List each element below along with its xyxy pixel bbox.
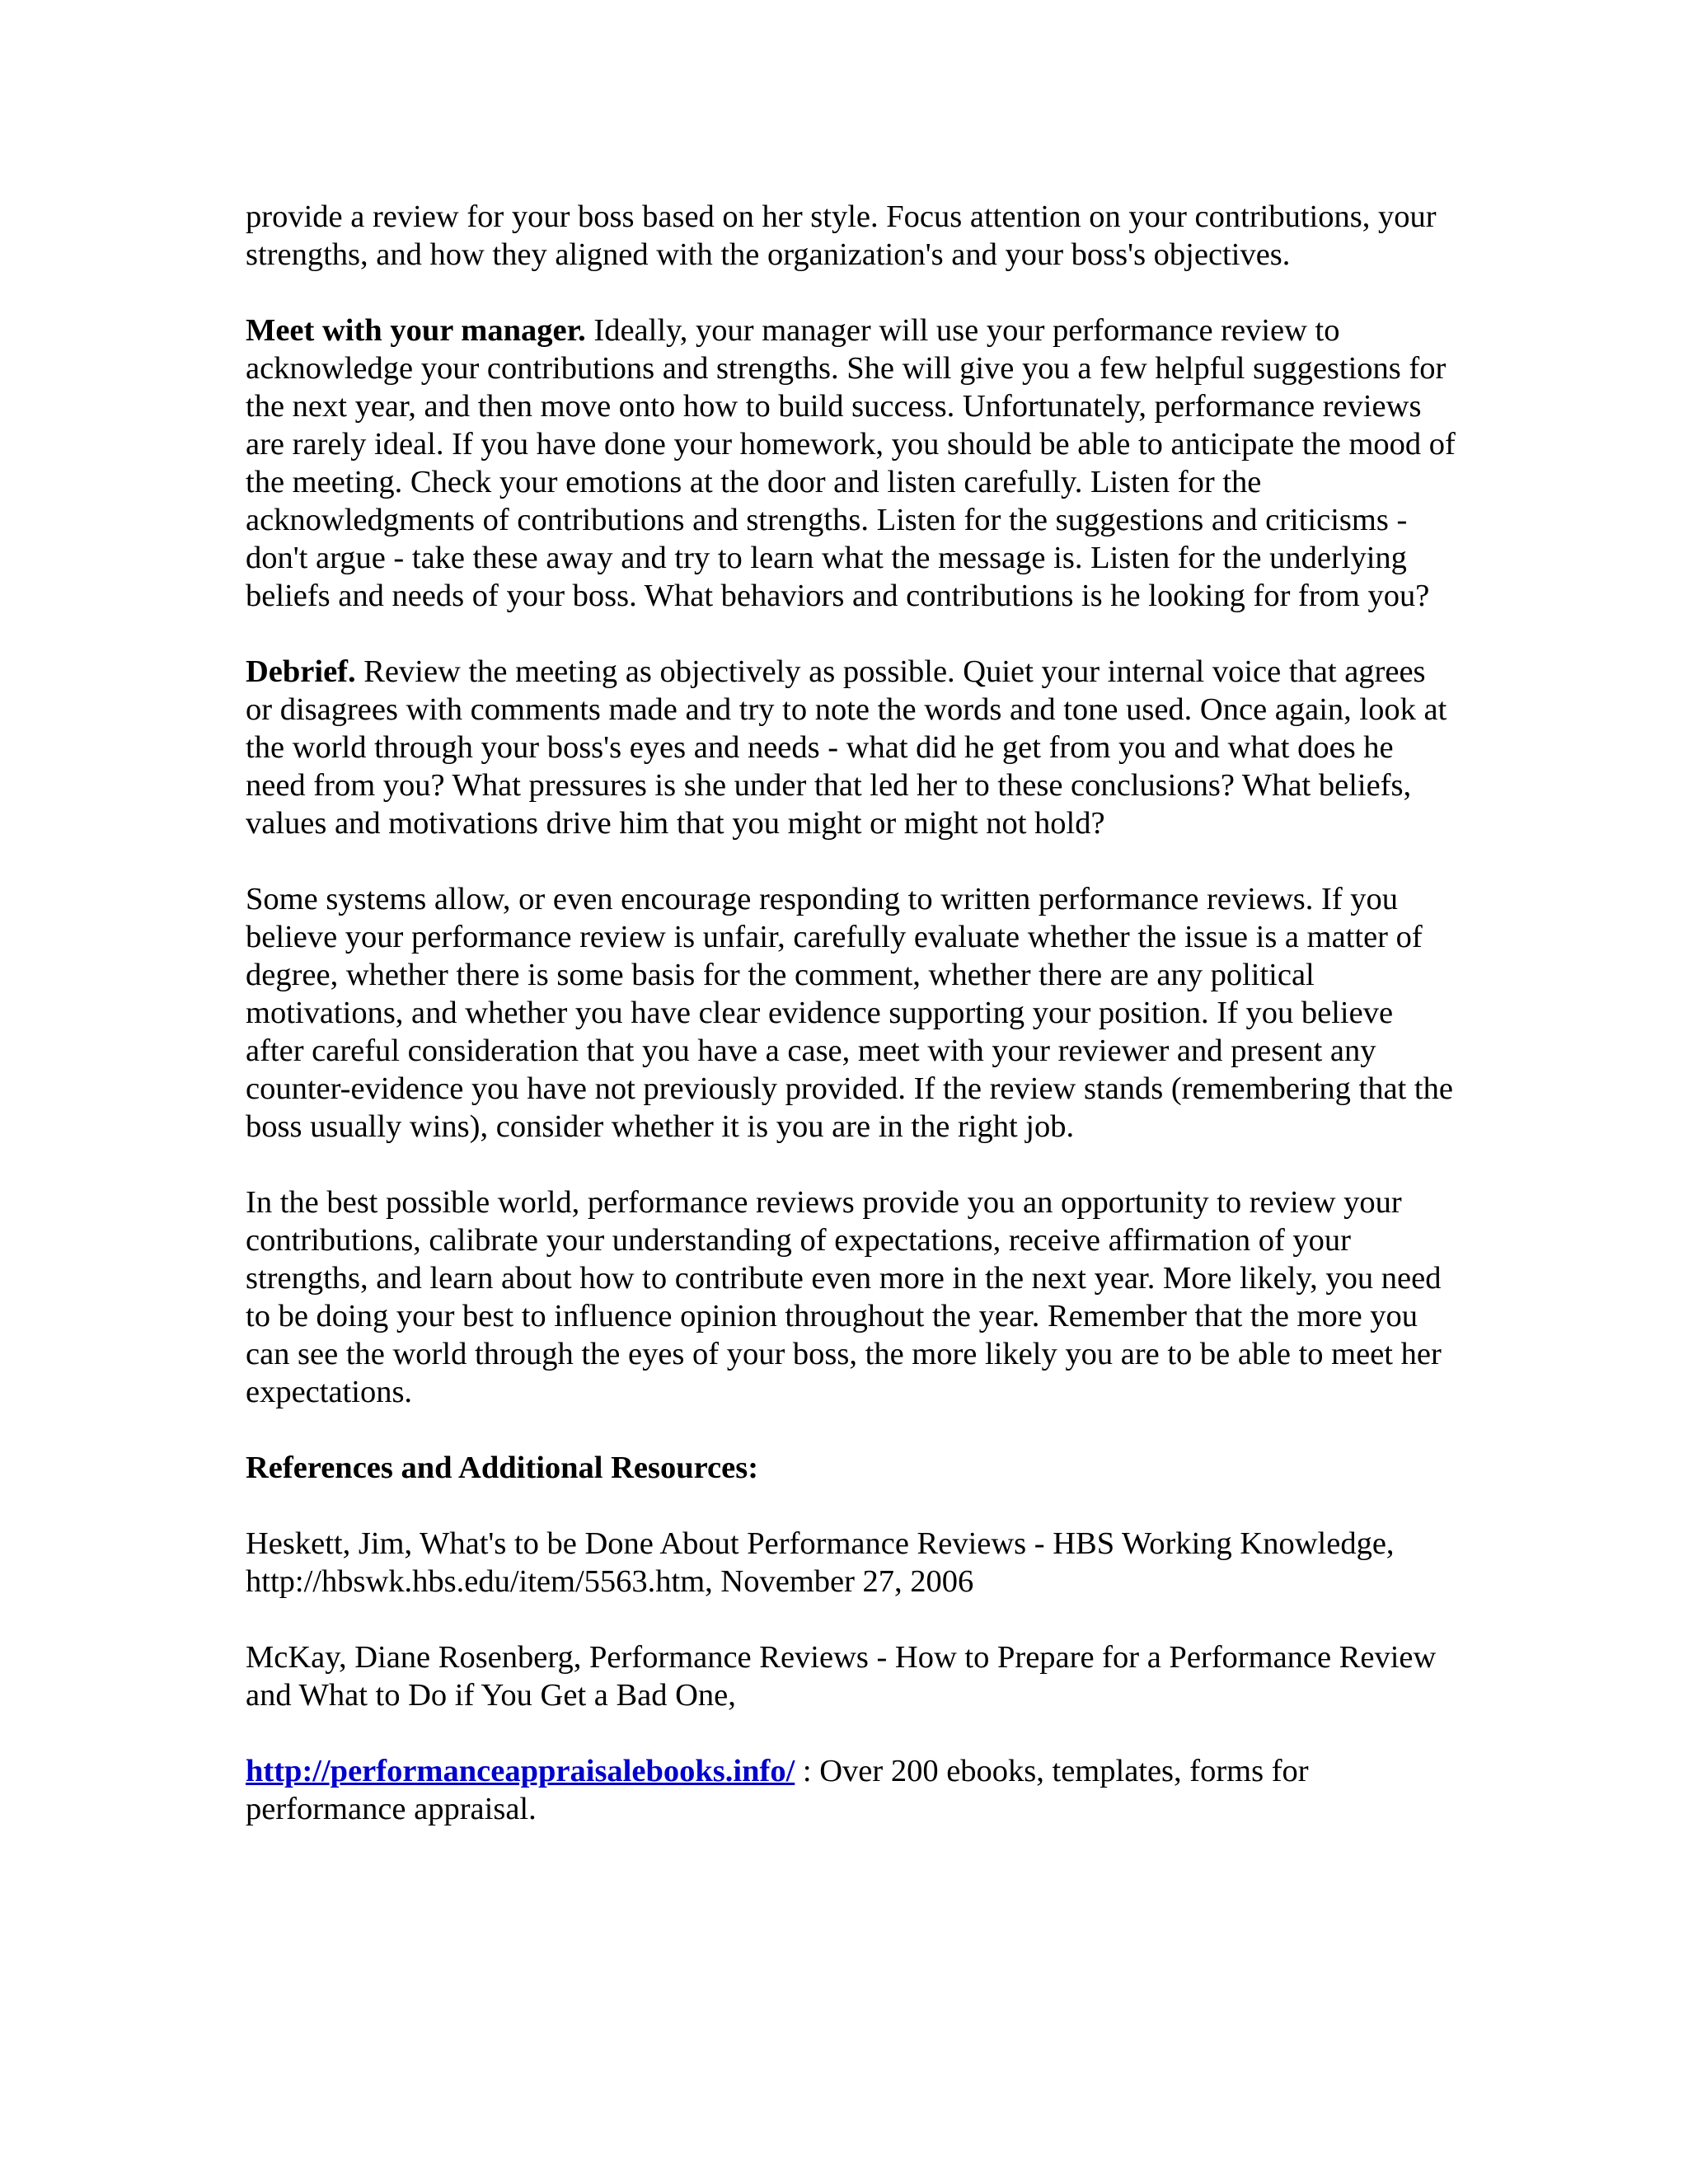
reference-heskett: Heskett, Jim, What's to be Done About Performance Reviews - HBS Working Knowledge, http://hbswk.hbs.edu/item/5563.htm, November 27, 2006 (246, 1526, 1395, 1599)
reference-mckay: McKay, Diane Rosenberg, Performance Reviews - How to Prepare for a Performance Review and What to Do if You Get a Bad One, (246, 1640, 1437, 1713)
meet-manager-lead: Meet with your manager. (246, 313, 586, 348)
reference-ebooks (246, 1752, 1457, 1828)
references-heading: References and Additional Resources: (246, 1451, 759, 1485)
meet-manager-paragraph (246, 312, 1457, 615)
best-world-paragraph: In the best possible world, performance reviews provide you an opportunity to review your contributions, calibrate your understanding of expectations, receive affirmation of your strengths, and learn about how to contribute even more in the next year. More likely, you need to be doing your best to influence opinion throughout the year. Remember that the more you can see the world through the eyes of your boss, the more likely you are to be able to meet her expectations. (246, 1185, 1442, 1409)
systems-paragraph: Some systems allow, or even encourage responding to written performance reviews. If you believe your performance review is unfair, carefully evaluate whether the issue is a matter of degree, whether there is some basis for the comment, whether there are any political motivations, and whether you have clear evidence supporting your position. If you believe after careful consideration that you have a case, meet with your reviewer and present any counter-evidence you have not previously provided. If the review stands (remembering that the boss usually wins), consider whether it is you are in the right job. (246, 882, 1453, 1144)
ebooks-link[interactable]: http://performanceappraisalebooks.info/ (246, 1754, 795, 1788)
intro-paragraph: provide a review for your boss based on her style. Focus attention on your contributions, your strengths, and how they aligned with the organization's and your boss's objectives. (246, 199, 1437, 272)
debrief-lead: Debrief. (246, 654, 356, 689)
ebooks-link-suffix: : Over 200 ebooks, templates, forms for performance appraisal. (246, 1754, 1309, 1826)
debrief-body: Review the meeting as objectively as possible. Quiet your internal voice that agrees or disagrees with comments made and try to note the words and tone used. Once again, look at the world through your boss's eyes and needs - what did he get from you and what does he need from you? What pressures is she under that led her to these conclusions? What beliefs, values and motivations drive him that you might or might not hold? (246, 654, 1447, 841)
meet-manager-body: Ideally, your manager will use your performance review to acknowledge your contributions and strengths. She will give you a few helpful suggestions for the next year, and then move onto how to build success. Unfortunately, performance reviews are rarely ideal. If you have done your homework, you should be able to anticipate the mood of the meeting. Check your emotions at the door and listen carefully. Listen for the acknowledgments of contributions and strengths. Listen for the suggestions and criticisms - don't argue - take these away and try to learn what the message is. Listen for the underlying beliefs and needs of your boss. What behaviors and contributions is he looking for from you? (246, 313, 1456, 613)
debrief-paragraph (246, 653, 1457, 842)
document-page (246, 198, 1457, 1866)
